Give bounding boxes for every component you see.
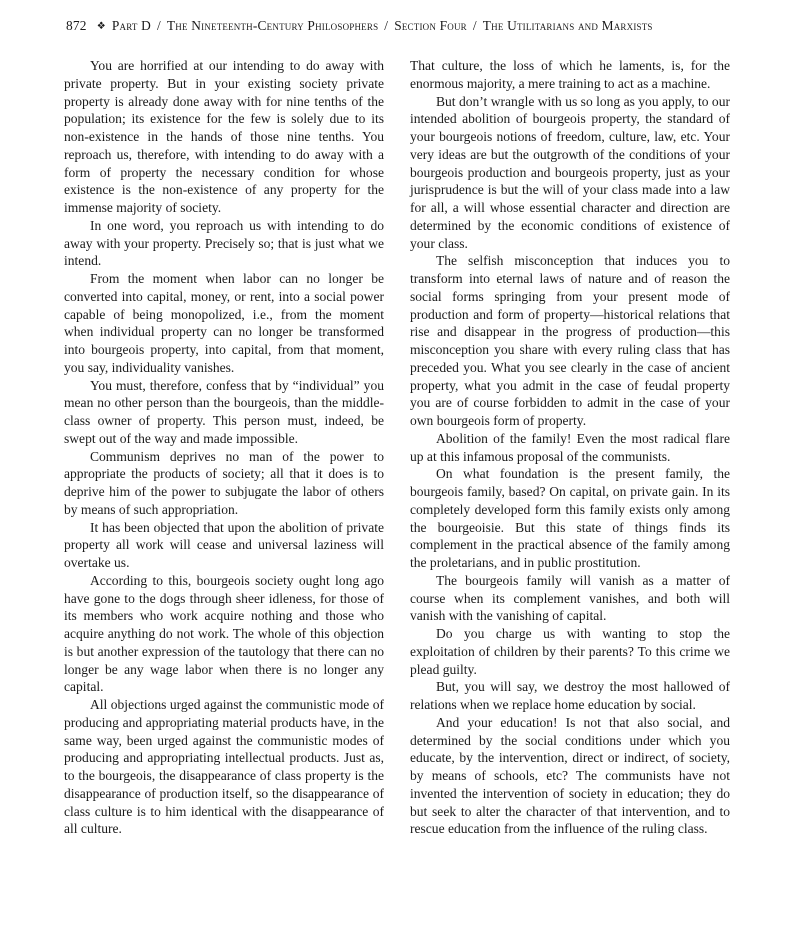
paragraph: You are horrified at our intending to do away with private property. But in your existing society private property is already done away with for nine tenths of the population; its existence for the few is solely due to its non-existence in the hands of those nine tenths. You reproach us, therefore, with intending to do away with a form of property the necessary condition for whose existence is the non-existence of any property for the immense majority of society. bbox=[64, 58, 384, 215]
paragraph: In one word, you reproach us with intending to do away with your property. Precisely so; that is just what we intend. bbox=[64, 217, 384, 269]
paragraph: According to this, bourgeois society ought long ago have gone to the dogs through sheer idleness, for those of its members who work acquire nothing and those who acquire anything do not work. The whole of this objection is but another expression of the tautology that there can no longer be any wage labor when there is no longer any capital. bbox=[64, 572, 384, 695]
header-section: Section Four bbox=[394, 18, 467, 33]
right-column bbox=[410, 57, 730, 838]
header-separator: / bbox=[156, 18, 161, 33]
paragraph: Do you charge us with wanting to stop the exploitation of children by their parents? To this crime we plead guilty. bbox=[410, 626, 730, 677]
paragraph: And your education! Is not that also social, and determined by the social conditions under which you educate, by the intervention, direct or indirect, of society, by means of schools, etc? The communists have not invented the intervention of society in education; they do but seek to alter the character of that intervention, and to rescue education from the influence of the ruling class. bbox=[410, 714, 730, 837]
paragraph: But, you will say, we destroy the most hallowed of relations when we replace home education by social. bbox=[410, 679, 730, 712]
paragraph: All objections urged against the communistic mode of producing and appropriating material products have, in the same way, been urged against the communistic modes of producing and appropriating intellectual products. Just as, to the bourgeois, the disappearance of class property is the disappearance of production itself, so the disappearance of class culture is to him identical with the disappearance of all culture. bbox=[64, 697, 384, 837]
paragraph: But don’t wrangle with us so long as you apply, to our intended abolition of bourgeois property, the standard of your bourgeois notions of freedom, culture, law, etc. Your very ideas are but the outgrowth of the conditions of your bourgeois production and bourgeois property, just as your jurisprudence is but the will of your class made into a law for all, a will whose essential character and direction are determined by the economic conditions of existence of your class. bbox=[410, 93, 730, 251]
paragraph: From the moment when labor can no longer be converted into capital, money, or rent, into a social power capable of being monopolized, i.e., from the moment when individual property can no longer be transformed into bourgeois property, into capital, from that moment, you say, individuality vanishes. bbox=[64, 271, 384, 375]
paragraph: The bourgeois family will vanish as a matter of course when its complement vanishes, and both will vanish with the vanishing of capital. bbox=[410, 572, 730, 624]
paragraph: Communism deprives no man of the power to appropriate the products of society; all that it does is to deprive him of the power to subjugate the labor of others by means of such appropriation. bbox=[64, 448, 384, 517]
header-chapter: The Nineteenth-Century Philosophers bbox=[166, 18, 379, 33]
paragraph: That culture, the loss of which he laments, is, for the enormous majority, a mere training to act as a machine. bbox=[410, 58, 730, 91]
running-header bbox=[66, 18, 730, 34]
header-separator: / bbox=[384, 18, 389, 33]
paragraph: The selfish misconception that induces you to transform into eternal laws of nature and of reason the social forms springing from your present mode of production and form of property—historical relations that rise and disappear in the progress of production—this misconception you share with every ruling class that has preceded you. What you see clearly in the case of ancient property, what you admit in the case of feudal property you are of course forbidden to admit in the case of your own bourgeois form of property. bbox=[410, 253, 730, 428]
paragraph: You must, therefore, confess that by “individual” you mean no other person than the bourgeois, than the middle-class owner of property. This person must, indeed, be swept out of the way and made impossible. bbox=[64, 377, 384, 446]
header-separator: / bbox=[472, 18, 477, 33]
page-number: 872 bbox=[66, 18, 87, 33]
paragraph: It has been objected that upon the abolition of private property all work will cease and universal laziness will overtake us. bbox=[64, 519, 384, 570]
header-section-title: The Utilitarians and Marxists bbox=[482, 18, 653, 33]
left-column bbox=[64, 57, 384, 838]
header-part: Part D bbox=[111, 18, 151, 33]
paragraph: On what foundation is the present family, the bourgeois family, based? On capital, on private gain. In its completely developed form this family exists only among the bourgeoisie. But this state of things finds its complement in the practical absence of the family among the proletarians, and in public prostitution. bbox=[410, 466, 730, 570]
paragraph: Abolition of the family! Even the most radical flare up at this infamous proposal of the communists. bbox=[410, 430, 730, 464]
bullet-icon: ❖ bbox=[96, 21, 106, 32]
